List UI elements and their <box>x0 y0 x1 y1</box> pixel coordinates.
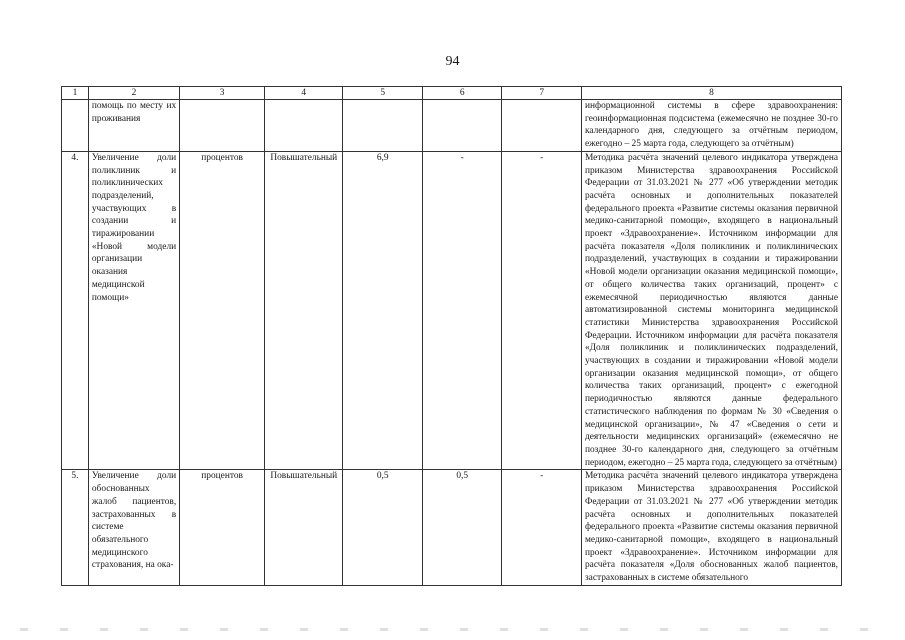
value-cell: - <box>422 151 502 470</box>
row-number: 4. <box>62 151 89 470</box>
unit-cell: процентов <box>180 470 265 585</box>
value-cell: - <box>502 151 582 470</box>
methodology-text: информационной системы в сфере здравоохранения: геоинформационная подсистема (ежемесячно не позднее 30-го календарного дня, следующего за отчётным периодом, ежегодно – 25 марта года, следующего за отчётным) <box>581 100 841 152</box>
value-cell: 0,5 <box>343 470 423 585</box>
scan-artifact <box>20 628 880 631</box>
column-header: 1 <box>62 87 89 100</box>
unit-cell: процентов <box>180 151 265 470</box>
unit-cell <box>180 100 265 152</box>
direction-cell: Повышательный <box>265 151 343 470</box>
methodology-text: Методика расчёта значений целевого индикатора утверждена приказом Министерства здравоохранения Российской Федерации от 31.03.2021 № 277 «Об утверждении методик расчёта основных и дополнительных показателей федерального проекта «Развитие системы оказания первичной медико-санитарной помощи», входящего в национальный проект «Здравоохранение». Источником информации для расчёта показателя «Доля обоснованных жалоб пациентов, застрахованных в системе обязательного <box>581 470 841 585</box>
indicator-table <box>61 86 842 586</box>
column-header: 5 <box>343 87 423 100</box>
table-row <box>62 151 842 470</box>
value-cell: 6,9 <box>343 151 423 470</box>
row-number <box>62 100 89 152</box>
indicator-name: помощь по месту их проживания <box>88 100 179 152</box>
column-header: 7 <box>502 87 582 100</box>
value-cell <box>343 100 423 152</box>
column-header: 8 <box>581 87 841 100</box>
table-row <box>62 100 842 152</box>
page-number: 94 <box>445 54 460 69</box>
direction-cell <box>265 100 343 152</box>
row-number: 5. <box>62 470 89 585</box>
value-cell: - <box>502 470 582 585</box>
value-cell <box>502 100 582 152</box>
table-row <box>62 470 842 585</box>
value-cell <box>422 100 502 152</box>
column-header: 2 <box>88 87 179 100</box>
column-header: 3 <box>180 87 265 100</box>
column-header: 6 <box>422 87 502 100</box>
methodology-text: Методика расчёта значений целевого индикатора утверждена приказом Министерства здравоохранения Российской Федерации от 31.03.2021 № 277 «Об утверждении методик расчёта основных и дополнительных показателей федерального проекта «Развитие системы оказания первичной медико-санитарной помощи», входящего в национальный проект «Здравоохранение». Источником информации для расчёта показателя «Доля поликлиник и поликлинических подразделений, участвующих в создании и тиражировании «Новой модели организации оказания медицинской помощи», от общего количества таких организаций, процент» с ежемесячной периодичностью являются данные автоматизированной системы мониторинга медицинской статистики Министерства здравоохранения Российской Федерации. Источником информации для расчёта показателя «Доля поликлиник и поликлинических подразделений, участвующих в создании и тиражировании «Новой модели организации оказания медицинской помощи», от общего количества таких организаций, процент» с ежегодной периодичностью являются данные федерального статистического наблюдения по формам № 30 «Сведения о медицинской организации», № 47 «Сведения о сети и деятельности медицинских организаций» (ежемесячно не позднее 30-го календарного дня, следующего за отчётным периодом, ежегодно – 25 марта года, следующего за отчётным) <box>581 151 841 470</box>
indicator-name: Увеличение доли поликлиник и поликлинических подразделений, участвующих в создании и тиражировании «Новой модели организации оказания медицинской помощи» <box>88 151 179 470</box>
indicator-name: Увеличение доли обоснованных жалоб пациентов, застрахованных в системе обязательного медицинского страхования, на ока- <box>88 470 179 585</box>
value-cell: 0,5 <box>422 470 502 585</box>
table-header-row <box>62 87 842 100</box>
direction-cell: Повышательный <box>265 470 343 585</box>
column-header: 4 <box>265 87 343 100</box>
